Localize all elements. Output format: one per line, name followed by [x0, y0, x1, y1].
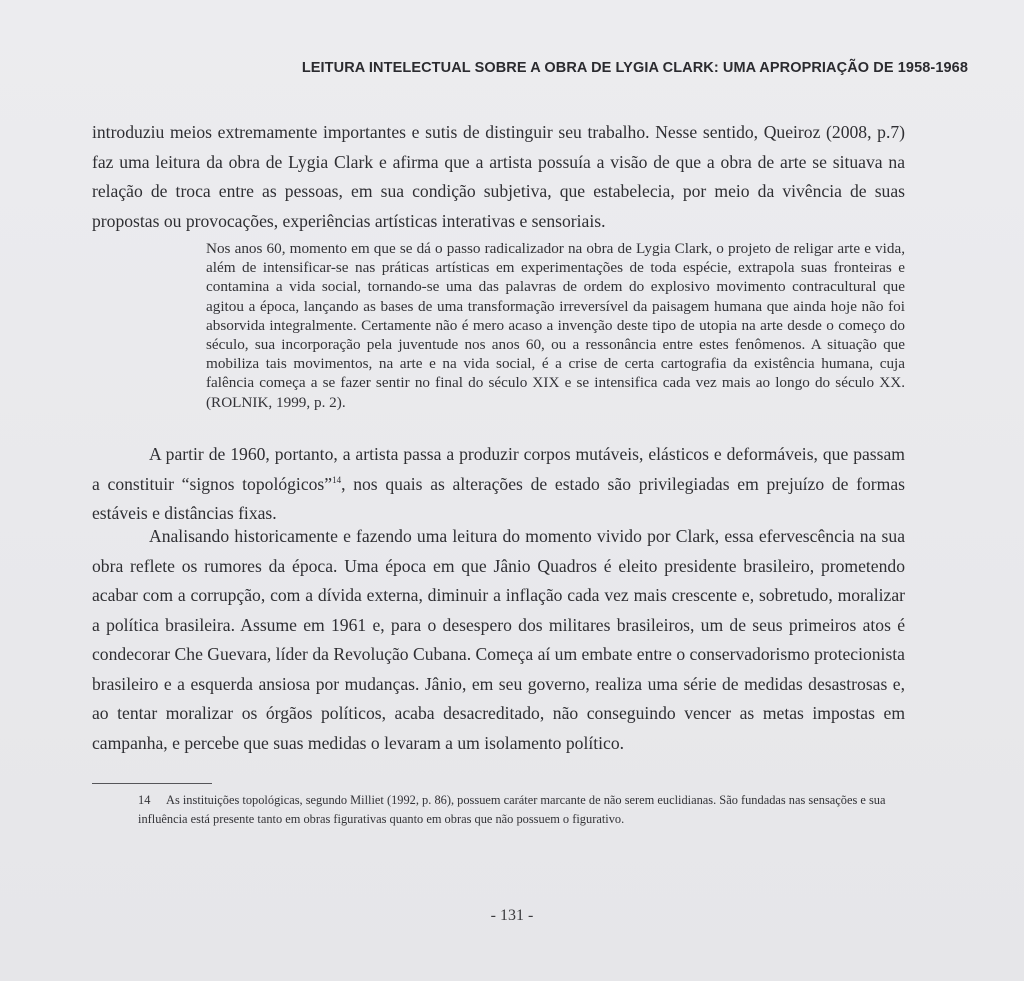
footnote-divider — [92, 783, 212, 784]
page-number: - 131 - — [490, 907, 534, 924]
footnote-number: 14 — [138, 793, 151, 807]
paragraph-2-text-a: A partir de 1960, portanto, a artista passa a produzir corpos mutáveis, elásticos e deformáveis, que passam a constituir “signos topológicos” — [92, 444, 905, 494]
footnote-reference[interactable]: 14 — [332, 474, 342, 485]
running-header: LEITURA INTELECTUAL SOBRE A OBRA DE LYGIA CLARK: UMA APROPRIAÇÃO DE 1958-1968 — [301, 60, 968, 76]
block-quote: Nos anos 60, momento em que se dá o passo radicalizador na obra de Lygia Clark, o projeto de religar arte e vida, além de intensificar-se nas práticas artísticas em experimentações de toda espécie, extrapola suas fronteiras e contamina a vida social, tornando-se uma das palavras de ordem do explosivo movimento contracultural que agitou a época, lançando as bases de uma transformação irreversível da paisagem humana que ainda hoje não foi absorvida integralmente. Certamente não é mero acaso a invenção deste tipo de utopia na arte desde o começo do século, sua incorporação pela juventude nos anos 60, ou a ressonância entre estes fenômenos. A situação que mobiliza tais movimentos, na arte e na vida social, é a crise de certa cartografia da existência humana, cuja falência começa a se fazer sentir no final do século XIX e se intensifica cada vez mais ao longo do século XX. (ROLNIK, 1999, p. 2). — [206, 240, 905, 411]
footnote — [138, 791, 908, 828]
footnote-text: As instituições topológicas, segundo Milliet (1992, p. 86), possuem caráter marcante de não serem euclidianas. São fundadas nas sensações e sua influência está presente tanto em obras figurativas quanto em obras que não possuem o figurativo. — [138, 793, 886, 826]
paragraph-3: Analisando historicamente e fazendo uma leitura do momento vivido por Clark, essa efervescência na sua obra reflete os rumores da época. Uma época em que Jânio Quadros é eleito presidente brasileiro, prometendo acabar com a corrupção, com a dívida externa, diminuir a inflação cada vez mais crescente e, sobretudo, moralizar a política brasileira. Assume em 1961 e, para o desespero dos militares brasileiros, um de seus primeiros atos é condecorar Che Guevara, líder da Revolução Cubana. Começa aí um embate entre o conservadorismo protecionista brasileiro e a esquerda ansiosa por mudanças. Jânio, em seu governo, realiza uma série de medidas desastrosas e, ao tentar moralizar os órgãos políticos, acaba desacreditado, não conseguindo vencer as metas impostas em campanha, e percebe que suas medidas o levaram a um isolamento político. — [92, 526, 905, 753]
paragraph-1: introduziu meios extremamente importantes e sutis de distinguir seu trabalho. Nesse sentido, Queiroz (2008, p.7) faz uma leitura da obra de Lygia Clark e afirma que a artista possuía a visão de que a obra de arte se situava na relação de troca entre as pessoas, em sua condição subjetiva, que estabelecia, por meio da vivência de suas propostas ou provocações, experiências artísticas interativas e sensoriais. — [92, 122, 905, 231]
paragraph-2-text-b: , nos quais as alterações de estado são privilegiadas em prejuízo de formas estáveis e distâncias fixas. — [92, 473, 906, 523]
paragraph-2 — [92, 440, 905, 529]
